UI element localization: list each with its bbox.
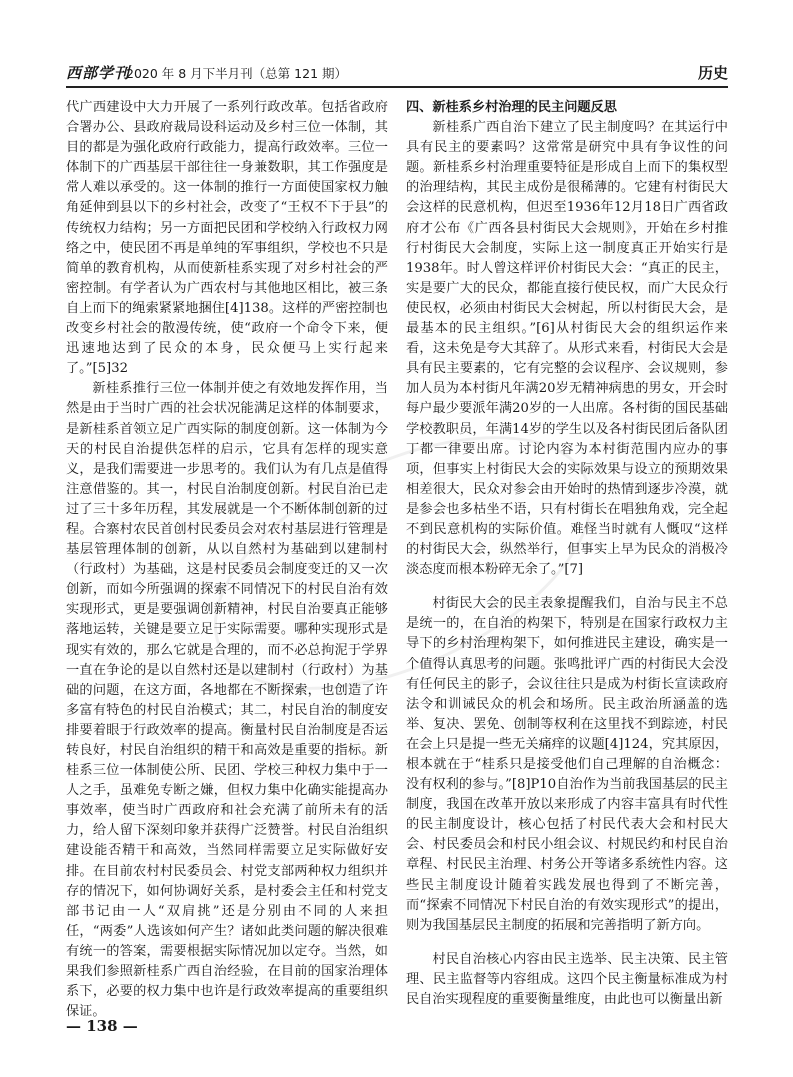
issue-info: 2020 年 8 月下半月刊（总第 121 期） [126, 66, 347, 81]
section-heading: 四、新桂系乡村治理的民主问题反思 [406, 100, 617, 115]
paragraph-gap [406, 936, 728, 950]
right-column [406, 98, 728, 1010]
body-paragraph: 村民自治核心内容由民主选举、民主决策、民主管理、民主监督等内容组成。这四个民主衡量标准成为村民自治实现程度的重要衡量维度，由此也可以衡量出新 [406, 951, 728, 1008]
body-paragraph: 新桂系推行三位一体制并使之有效地发挥作用，当然是由于当时广西的社会状况能满足这样的体制要求，是新桂系首领立足广西实际的制度创新。这一体制为今天的村民自治提供怎样的启示，它具有怎样的现实意义，是我们需要进一步思考的。我们认为有几点是值得注意借鉴的。其一，村民自治制度创新。村民自治已走过了三十多年历程，其发展就是一个不断体制创新的过程。合寨村农民首创村民委员会对农村基层进行管理是基层管理体制的创新，从以自然村为基础到以建制村（行政村）为基础，这是村民委员会制度变迁的又一次创新，而如今所强调的探索不同情况下的村民自治有效实现形式，更是要强调创新精神，村民自治要真正能够落地运转，关键是要立足于实际需要。哪种实现形式是现实有效的，那么它就是合理的，而不必总拘泥于学界一直在争论的是以自然村还是以建制村（行政村）为基础的问题，在这方面，各地都在不断探索，也创造了许多富有特色的村民自治模式；其二，村民自治的制度安排要着眼于行政效率的提高。衡量村民自治制度是否运转良好，村民自治组织的精干和高效是重要的指标。新桂系三位一体制使公所、民团、学校三种权力集中于一人之手，虽难免专断之嫌，但权力集中化确实能提高办事效率，使当时广西政府和社会充满了前所未有的活力，给人留下深刻印象并获得广泛赞誉。村民自治组织建设能否精干和高效，当然同样需要立足实际做好安排。在目前农村村民委员会、村党支部两种权力组织并存的情况下，如何协调好关系，是村委会主任和村党支部书记由一人“双肩挑”还是分别由不同的人来担任，“两委”人选该如何产生？诸如此类问题的解决很难有统一的答案，需要根据实际情况加以定夺。当然，如果我们参照新桂系广西自治经验，在目前的国家治理体系下，必要的权力集中也许是行政效率提高的重要组织保证。 [66, 381, 388, 1020]
page-number: — 138 — [66, 1017, 138, 1035]
section-label: 历史 [697, 64, 728, 82]
body-paragraph: 代广西建设中大力开展了一系列行政改革。包括省政府合署办公、县政府裁局设科运动及乡村三位一体制，其目的都是为强化政府行政能力，提高行政效率。三位一体制下的广西基层干部往往一身兼数职，其工作强度是常人难以承受的。这一体制的推行一方面使国家权力触角延伸到县以下的乡村社会，改变了“王权不下于县”的传统权力结构；另一方面把民团和学校纳入行政权力网络之中，使民团不再是单纯的军事组织，学校也不只是简单的教育机构，从而使新桂系实现了对乡村社会的严密控制。有学者认为广西农村与其他地区相比，被三条自上而下的绳索紧紧地捆住[4]138。这样的严密控制也改变乡村社会的散漫传统，使“政府一个命令下来，便迅速地达到了民众的本身，民众便马上实行起来了。”[5]32 [66, 100, 388, 377]
paragraph-gap [406, 580, 728, 594]
journal-logo: 西部学刊 [66, 64, 131, 82]
body-paragraph: 新桂系广西自治下建立了民主制度吗？在其运行中具有民主的要素吗？这常常是研究中具有争议性的问题。新桂系乡村治理重要特征是形成自上而下的集权型的治理结构，其民主成份是很稀薄的。它建有村街民大会这样的民意机构，但迟至1936年12月18日广西省政府才公布《广西各县村街民大会规则》，开始在乡村推行村街民大会制度，实际上这一制度真正开始实行是1938年。时人曾这样评价村街民大会：“真正的民主，实是要广大的民众，都能直接行使民权，而广大民众行使民权，必须由村街民大会树起，所以村街民大会，是最基本的民主组织。”[6]从村街民大会的组织运作来看，这未免是夸大其辞了。从形式来看，村街民大会是具有民主要素的，它有完整的会议程序、会议规则，参加人员为本村街凡年满20岁无精神病患的男女，开会时每户最少要派年满20岁的一人出席。各村街的国民基础学校教职员，年满14岁的学生以及各村街民团后备队团丁都一律要出席。讨论内容为本村街范围内应办的事项，但事实上村街民大会的实际效果与设立的预期效果相差很大，民众对参会由开始时的热情到逐步冷漠，就是参会也多枯坐不语，只有村街长在唱独角戏，完全起不到民意机构的实际价值。难怪当时就有人慨叹“这样的村街民大会，纵然举行，但事实上早为民众的消极冷淡态度而根本粉碎无余了。”[7] [406, 120, 728, 578]
header-rule [66, 86, 728, 88]
running-header [66, 62, 728, 82]
body-paragraph: 村街民大会的民主表象提醒我们，自治与民主不总是统一的，在自治的构架下，特别是在国家行政权力主导下的乡村治理构架下，如何推进民主建设，确实是一个值得认真思考的问题。张鸣批评广西的村街民大会没有任何民主的影子，会议往往只是成为村街长宣读政府法令和训诫民众的机会和场所。民主政治所涵盖的选举、复决、罢免、创制等权利在这里找不到踪迹，村民在会上只是提一些无关痛痒的议题[4]124，究其原因，根本就在于“桂系只是接受他们自己理解的自治概念：没有权利的参与。”[8]P10自治作为当前我国基层的民主制度，我国在改革开放以来形成了内容丰富具有时代性的民主制度设计，核心包括了村民代表大会和村民大会、村民委员会和村民小组会议、村规民约和村民自治章程、村民民主治理、村务公开等诸多系统性内容。这些民主制度设计随着实践发展也得到了不断完善，而“探索不同情况下村民自治的有效实现形式”的提出，则为我国基层民主制度的拓展和完善指明了新方向。 [406, 596, 728, 933]
left-column [66, 98, 388, 1022]
